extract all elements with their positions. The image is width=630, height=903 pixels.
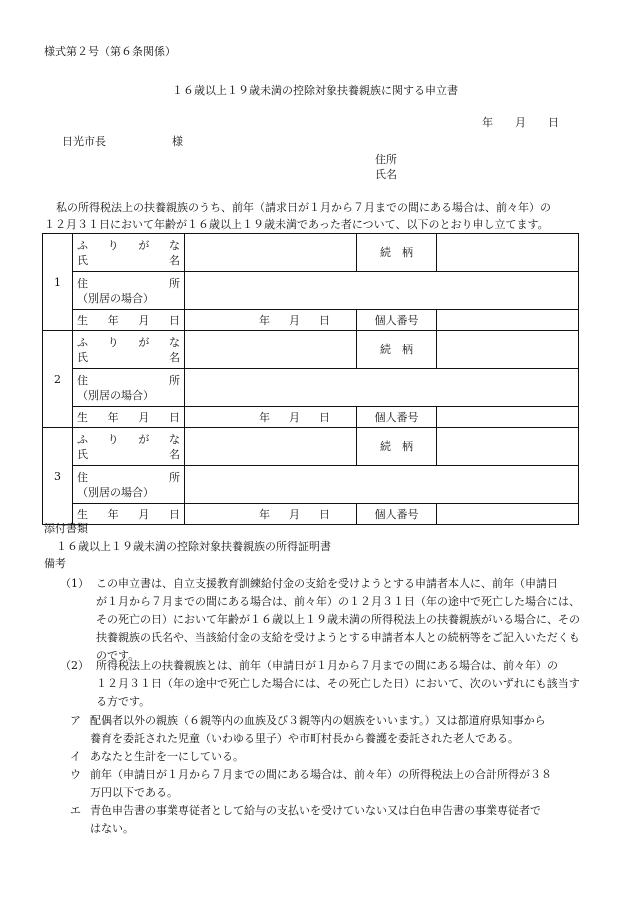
dependent-address-row xyxy=(43,369,579,407)
dependent-address-row xyxy=(43,466,579,504)
sub-item-marker: ア xyxy=(70,714,81,727)
sub-item-line: 配偶者以外の親族（６親等内の血族及び３親等内の姻族をいいます。）又は都道府県知事から xyxy=(90,714,546,727)
label-char: 所 xyxy=(169,470,180,484)
my-number-field[interactable] xyxy=(437,504,579,525)
note-item xyxy=(60,575,580,665)
relationship-label: 続 柄 xyxy=(357,428,437,466)
dependent-birth-row xyxy=(43,310,579,331)
dependent-address-row xyxy=(43,272,579,310)
label-char: 生 xyxy=(77,410,88,424)
label-char: な xyxy=(168,335,180,349)
label-char: 名 xyxy=(169,350,180,364)
note-sub-item xyxy=(70,802,580,838)
address-label-chars xyxy=(77,470,180,485)
dependent-number: 2 xyxy=(43,331,73,428)
separate-residence-note: （別居の場合） xyxy=(77,388,154,402)
label-char: 所 xyxy=(169,276,180,290)
attachment-item: １６歳以上１９歳未満の控除対象扶養親族の所得証明書 xyxy=(56,540,331,553)
form-number: 様式第２号（第６条関係） xyxy=(44,45,176,58)
relationship-field[interactable] xyxy=(437,331,579,369)
label-char: が xyxy=(138,335,150,349)
label-char: が xyxy=(138,238,150,252)
dependent-number: 3 xyxy=(43,428,73,525)
sub-item-marker: イ xyxy=(70,750,81,763)
label-char: り xyxy=(107,432,119,446)
intro-paragraph xyxy=(44,199,584,233)
applicant-name-label: 氏名 xyxy=(375,168,397,181)
birthdate-label xyxy=(73,407,185,428)
separate-residence-note: （別居の場合） xyxy=(77,485,154,499)
label-char: 月 xyxy=(138,313,150,327)
note-line: １２月３１日（年の途中で死亡した場合には、その死亡した日）において、次のいずれにも該当す xyxy=(96,677,580,690)
label-char: 日 xyxy=(168,313,180,327)
note-sub-item xyxy=(70,712,580,748)
label-char: 所 xyxy=(169,373,180,387)
label-char: 日 xyxy=(168,507,180,521)
my-number-field[interactable] xyxy=(437,407,579,428)
furigana-label xyxy=(77,238,180,253)
dependent-birth-row xyxy=(43,504,579,525)
relationship-label: 続 柄 xyxy=(357,331,437,369)
note-marker: （1） xyxy=(60,577,89,590)
intro-line: １２月３１日において年齢が１６歳以上１９歳未満であった者について、以下のとおり申し立てます。 xyxy=(44,218,549,231)
label-char: 年 xyxy=(107,507,119,521)
sub-item-line: 万円以下である。 xyxy=(90,786,178,799)
address-label xyxy=(73,466,185,504)
label-char: 生 xyxy=(77,313,88,327)
note-sub-item xyxy=(70,766,580,802)
birthdate-label-chars xyxy=(77,313,180,328)
note-line: る方です。 xyxy=(96,695,151,708)
address-field[interactable] xyxy=(185,466,579,504)
label-char: な xyxy=(168,432,180,446)
applicant-address-label: 住所 xyxy=(375,153,397,166)
note-line: が１月から７月までの間にある場合は、前々年）の１２月３１日（年の途中で死亡した場合には、 xyxy=(96,595,580,608)
label-char: 氏 xyxy=(77,253,88,267)
label-char: 年 xyxy=(107,313,119,327)
label-char: が xyxy=(138,432,150,446)
birthdate-label xyxy=(73,504,185,525)
sub-item-line: 前年（申請日が１月から７月までの間にある場合は、前々年）の所得税法上の合計所得が３８ xyxy=(90,768,552,781)
label-char: 日 xyxy=(319,410,330,424)
my-number-label: 個人番号 xyxy=(357,504,437,525)
label-char: 日 xyxy=(319,313,330,327)
sub-item-line: 養育を委託された児童（いわゆる里子）や市町村長から養護を委託された老人である。 xyxy=(90,732,519,745)
note-item xyxy=(60,657,580,711)
my-number-field[interactable] xyxy=(437,310,579,331)
label-char: ふ xyxy=(77,335,88,349)
address-field[interactable] xyxy=(185,272,579,310)
label-char: 生 xyxy=(77,507,88,521)
label-char: な xyxy=(168,238,180,252)
furigana-name-label xyxy=(73,331,185,369)
label-char: 日 xyxy=(319,507,330,521)
label-char: 名 xyxy=(169,447,180,461)
address-label-chars xyxy=(77,276,180,291)
sub-item-marker: エ xyxy=(70,804,81,817)
note-line: のです。 xyxy=(96,649,140,662)
addressee: 日光市長 様 xyxy=(62,135,183,148)
name-label xyxy=(77,447,180,462)
note-marker: （2） xyxy=(60,659,89,672)
sub-item-line: あなたと生計を一にしている。 xyxy=(90,750,244,763)
label-char: 住 xyxy=(77,373,88,387)
name-field[interactable] xyxy=(185,331,357,369)
furigana-name-label xyxy=(73,234,185,272)
label-char: 年 xyxy=(107,410,119,424)
note-line: この申立書は、自立支援教育訓練給付金の支給を受けようとする申請者本人に、前年（申請日 xyxy=(96,577,558,590)
dependent-name-row xyxy=(43,428,579,466)
sub-item-marker: ウ xyxy=(70,768,81,781)
birthdate-label-chars xyxy=(77,410,180,425)
label-char: 氏 xyxy=(77,447,88,461)
label-char: 住 xyxy=(77,276,88,290)
label-char: り xyxy=(107,238,119,252)
birthdate-field[interactable] xyxy=(185,504,357,525)
name-field[interactable] xyxy=(185,428,357,466)
note-sub-item xyxy=(70,748,580,766)
sub-item-line: はない。 xyxy=(90,822,134,835)
label-char: 月 xyxy=(289,313,300,327)
intro-line: 私の所得税法上の扶養親族のうち、前年（請求日が１月から７月までの間にある場合は、前々年）の xyxy=(56,201,551,214)
label-char: ふ xyxy=(77,432,88,446)
date-units xyxy=(189,507,352,522)
date-line: 年 月 日 xyxy=(482,116,559,129)
dependent-name-row xyxy=(43,331,579,369)
name-label xyxy=(77,253,180,268)
address-label-chars xyxy=(77,373,180,388)
label-char: 年 xyxy=(259,313,270,327)
separate-residence-note: （別居の場合） xyxy=(77,291,154,305)
sub-item-line: 青色申告書の事業専従者として給与の支払いを受けていない又は白色申告書の事業専従者で xyxy=(90,804,541,817)
relationship-field[interactable] xyxy=(437,428,579,466)
name-label xyxy=(77,350,180,365)
date-units xyxy=(189,313,352,328)
label-char: ふ xyxy=(77,238,88,252)
relationship-label: 続 柄 xyxy=(357,234,437,272)
attachments-heading: 添付書類 xyxy=(44,522,88,535)
label-char: り xyxy=(107,335,119,349)
label-char: 年 xyxy=(259,507,270,521)
dependent-birth-row xyxy=(43,407,579,428)
note-line: 所得税法上の扶養親族とは、前年（申請日が１月から７月までの間にある場合は、前々年）の xyxy=(96,659,558,672)
birthdate-label-chars xyxy=(77,507,180,522)
dependent-name-row xyxy=(43,234,579,272)
label-char: 氏 xyxy=(77,350,88,364)
note-line: 扶養親族の氏名や、当該給付金の支給を受けようとする申請者本人との続柄等をご記入いただくも xyxy=(96,631,580,644)
birthdate-field[interactable] xyxy=(185,407,357,428)
label-char: 月 xyxy=(138,410,150,424)
dependents-table xyxy=(42,233,579,525)
label-char: 住 xyxy=(77,470,88,484)
birthdate-field[interactable] xyxy=(185,310,357,331)
address-field[interactable] xyxy=(185,369,579,407)
my-number-label: 個人番号 xyxy=(357,407,437,428)
date-units xyxy=(189,410,352,425)
furigana-label xyxy=(77,432,180,447)
label-char: 月 xyxy=(289,507,300,521)
birthdate-label xyxy=(73,310,185,331)
address-label xyxy=(73,272,185,310)
label-char: 月 xyxy=(289,410,300,424)
label-char: 年 xyxy=(259,410,270,424)
label-char: 名 xyxy=(169,253,180,267)
name-field[interactable] xyxy=(185,234,357,272)
document-title: １６歳以上１９歳未満の控除対象扶養親族に関する申立書 xyxy=(172,84,458,97)
notes-heading: 備考 xyxy=(44,557,66,570)
label-char: 日 xyxy=(168,410,180,424)
dependent-number: 1 xyxy=(43,234,73,331)
address-label xyxy=(73,369,185,407)
furigana-name-label xyxy=(73,428,185,466)
label-char: 月 xyxy=(138,507,150,521)
my-number-label: 個人番号 xyxy=(357,310,437,331)
relationship-field[interactable] xyxy=(437,234,579,272)
note-line: その死亡の日）において年齢が１６歳以上１９歳未満の所得税法上の扶養親族がいる場合に、その xyxy=(96,613,580,626)
furigana-label xyxy=(77,335,180,350)
